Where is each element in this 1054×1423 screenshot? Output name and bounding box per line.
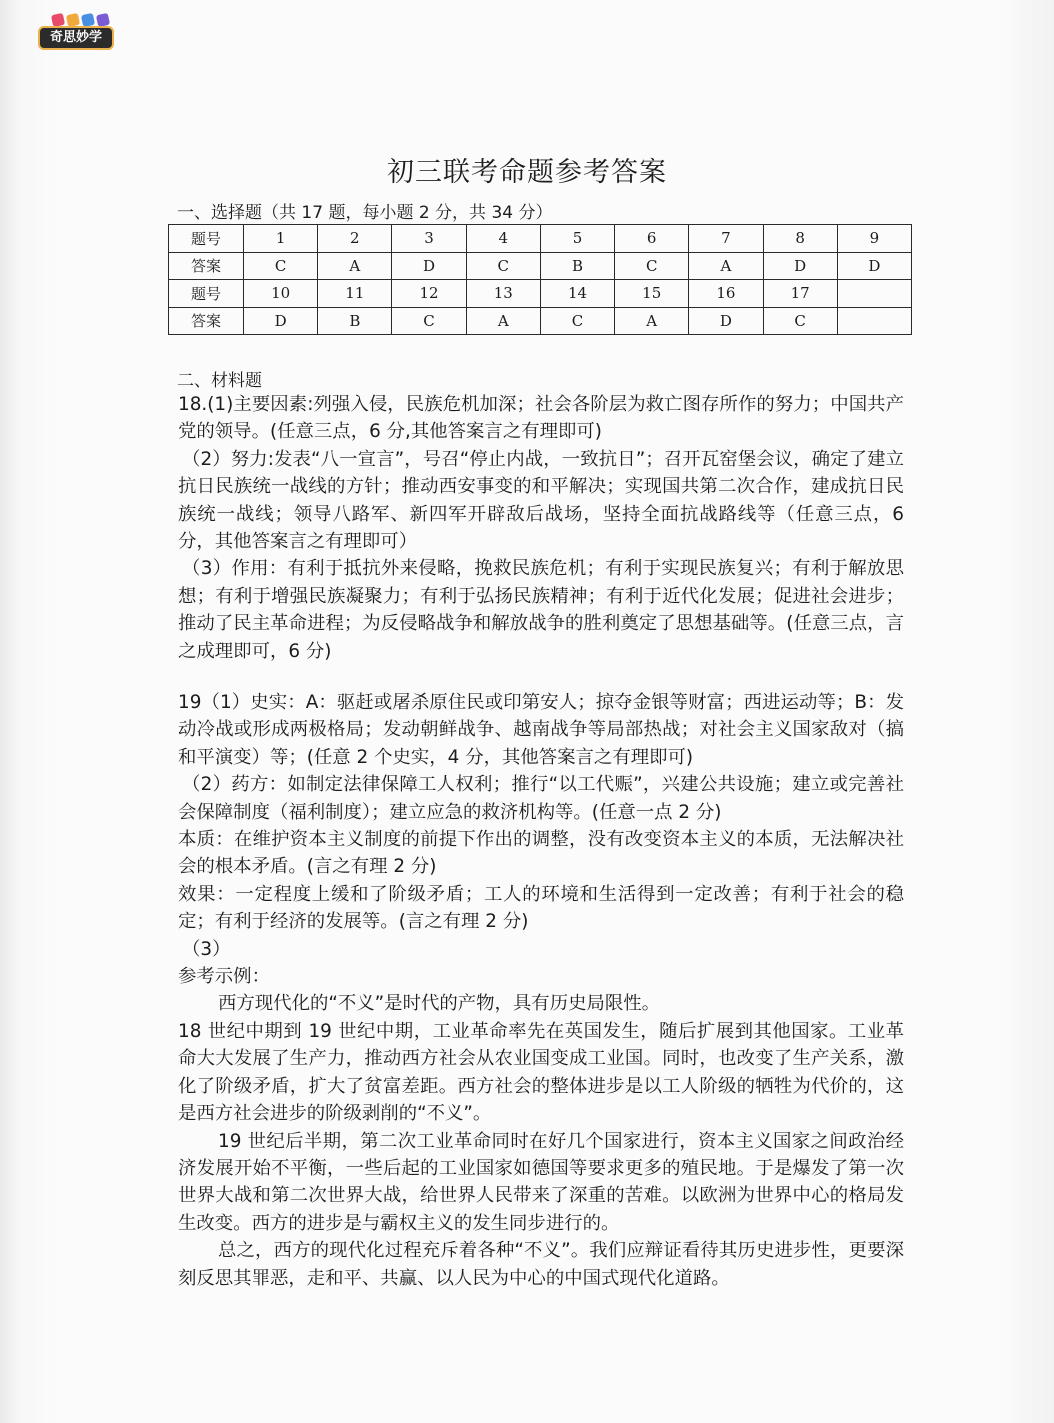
logo-dot [96,13,110,27]
answer-cell [837,280,911,308]
answer-cell: D [689,307,763,335]
q19-example-thesis: 西方现代化的“不义”是时代的产物，具有历史局限性。 [218,993,661,1015]
answer-table-body [169,225,912,335]
page-title: 初三联考命题参考答案 [387,157,667,188]
answer-cell: 15 [615,280,689,308]
row-header-cell: 答案 [169,307,244,335]
answer-cell: 10 [244,280,318,308]
answer-cell: 14 [540,280,614,308]
answer-cell: 3 [392,225,466,253]
row-header-cell: 题号 [169,225,244,253]
answer-cell: C [540,307,614,335]
answer-table-row [169,307,912,335]
answer-cell: C [466,252,540,280]
answer-cell: D [244,307,318,335]
logo-text: 奇思妙学 [38,26,114,50]
q19-example-para2: 19 世纪后半期，第二次工业革命同时在好几个国家进行，资本主义国家之间政治经济发展开始不平衡，一些后起的工业国家如德国等要求更多的殖民地。于是爆发了第一次世界大战和第二次世界大战，给世界人民带来了深重的苦难。以欧洲为世界中心的格局发生改变。西方的进步是与霸权主义的发生同步进行的。 [178,1130,904,1234]
answer-cell: 11 [318,280,392,308]
answer-cell: 17 [763,280,837,308]
answer-cell: D [837,252,911,280]
q19-part2: （2）药方：如制定法律保障工人权利；推行“以工代赈”，兴建公共设施；建立或完善社会保障制度（福利制度）；建立应急的救济机构等。(任意一点 2 分) [178,774,904,823]
q18-part2: （2）努力:发表“八一宣言”，号召“停止内战，一致抗日”；召开瓦窑堡会议，确定了建立抗日民族统一战线的方针；推动西安事变的和平解决；实现国共第二次合作，建成抗日民族统一战线；领导八路军、新四军开辟敌后战场，坚持全面抗战路线等（任意三点，6 分，其他答案言之有理即可） [178,448,904,553]
answer-cell: C [392,307,466,335]
answer-cell: 12 [392,280,466,308]
brand-logo [38,14,114,52]
answer-cell: 9 [837,225,911,253]
row-header-cell: 题号 [169,280,244,308]
answer-cell: 8 [763,225,837,253]
q19-part3-label: （3） [182,938,231,960]
answer-cell: A [318,252,392,280]
answer-cell: A [689,252,763,280]
answer-cell: B [540,252,614,280]
answer-cell: 16 [689,280,763,308]
answer-table-row [169,252,912,280]
answer-cell: B [318,307,392,335]
section-heading-choice: 一、选择题（共 17 题，每小题 2 分，共 34 分） [177,203,553,223]
answer-cell: A [615,307,689,335]
answer-cell: 6 [615,225,689,253]
q18-part1: 18.(1)主要因素:列强入侵，民族危机加深；社会各阶层为救亡图存所作的努力；中国共产党的领导。(任意三点，6 分,其他答案言之有理即可) [178,394,904,443]
q19-effect: 效果：一定程度上缓和了阶级矛盾；工人的环境和生活得到一定改善；有利于社会的稳定；有利于经济的发展等。(言之有理 2 分) [178,883,904,933]
logo-dot [81,13,95,27]
answer-cell: 7 [689,225,763,253]
answer-cell: 13 [466,280,540,308]
answer-cell: 4 [466,225,540,253]
answer-cell: 2 [318,225,392,253]
logo-dot [66,13,80,27]
answer-cell: D [392,252,466,280]
answer-table-row [169,225,912,253]
answer-cell [837,307,911,335]
section-heading-material: 二、材料题 [177,371,262,391]
logo-dot [51,13,65,27]
q19-part1: 19（1）史实：A：驱赶或屠杀原住民或印第安人；掠夺金银等财富；西进运动等；B：发动冷战或形成两极格局；发动朝鲜战争、越南战争等局部热战；对社会主义国家敌对（搞和平演变）等；(任意 2 个史实，4 分，其他答案言之有理即可) [178,692,904,768]
q19-example-label: 参考示例： [178,966,270,988]
answer-cell: A [466,307,540,335]
q19-essence: 本质：在维护资本主义制度的前提下作出的调整，没有改变资本主义的本质，无法解决社会的根本矛盾。(言之有理 2 分) [178,829,904,878]
answer-cell: C [763,307,837,335]
row-header-cell: 答案 [169,252,244,280]
q19-example-para1: 18 世纪中期到 19 世纪中期，工业革命率先在英国发生，随后扩展到其他国家。工业革命大大发展了生产力，推动西方社会从农业国变成工业国。同时，也改变了生产关系，激化了阶级矛盾，扩大了贫富差距。西方社会的整体进步是以工人阶级的牺牲为代价的，这是西方社会进步的阶级剥削的“不义”。 [178,1020,904,1125]
answer-cell: 1 [244,225,318,253]
q19-example-conclusion: 总之，西方的现代化过程充斥着各种“不义”。我们应辩证看待其历史进步性，更要深刻反思其罪恶，走和平、共赢、以人民为中心的中国式现代化道路。 [178,1240,904,1289]
q18-part3: （3）作用：有利于抵抗外来侵略，挽救民族危机；有利于实现民族复兴；有利于解放思想；有利于增强民族凝聚力；有利于弘扬民族精神；有利于近代化发展；促进社会进步；推动了民主革命进程；为反侵略战争和解放战争的胜利奠定了思想基础等。(任意三点，言之成理即可，6 分) [178,558,904,662]
answer-cell: C [244,252,318,280]
question-18-answer [178,391,904,665]
question-19-answer [178,689,904,1292]
answer-cell: D [763,252,837,280]
answer-table [168,224,912,335]
answer-cell: 5 [540,225,614,253]
answer-table-row [169,280,912,308]
answer-cell: C [615,252,689,280]
